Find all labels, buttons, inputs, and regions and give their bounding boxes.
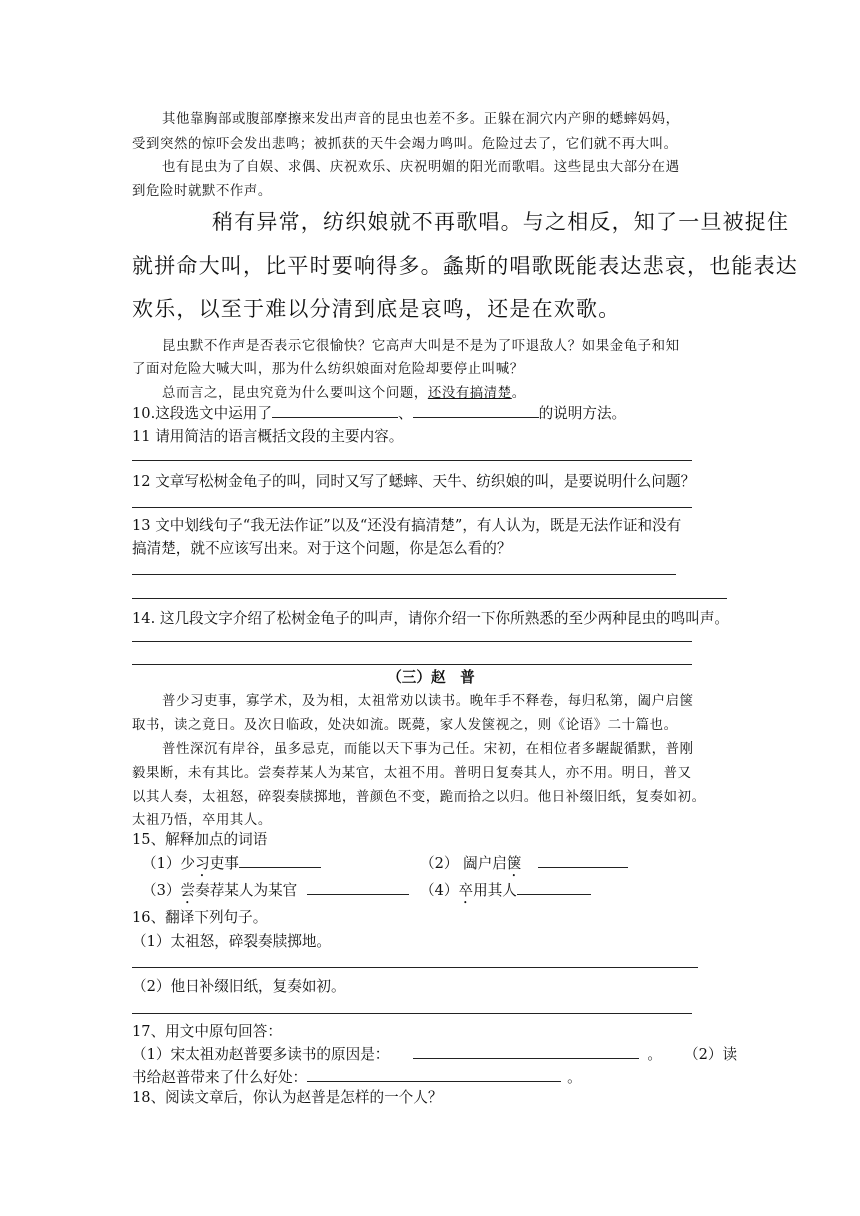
passage-paragraph-4-line-2: 了面对危险大喊大叫，那为什么纺织娘面对危险却要停止叫喊？ bbox=[132, 362, 524, 377]
question-10-text: 10.这段选文中运用了 bbox=[132, 405, 272, 422]
answer-blank-15-1[interactable] bbox=[239, 853, 321, 868]
zhaopu-paragraph-2-line-4: 太祖乃悟，卒用其人。 bbox=[132, 813, 272, 828]
question-17-b-text: 书给赵普带来了什么好处： bbox=[132, 1069, 308, 1086]
passage-conclusion-end: 。 bbox=[511, 386, 526, 401]
dotted-char-1: 习 bbox=[195, 855, 210, 872]
answer-line-11[interactable] bbox=[132, 460, 692, 461]
item-1-suffix: 吏事 bbox=[209, 855, 239, 872]
question-17-a-text: （1）宋太祖劝赵普要多读书的原因是： bbox=[132, 1046, 390, 1063]
question-16-sentence-1: （1）太祖怒，碎裂奏牍掷地。 bbox=[132, 933, 332, 950]
passage-paragraph-2-line-1: 也有昆虫为了自娱、求偶、庆祝欢乐、庆祝明媚的阳光而歌唱。这些昆虫大部分在遇 bbox=[162, 160, 680, 175]
question-16-sentence-2: （2）他日补缀旧纸，复奏如初。 bbox=[132, 978, 346, 995]
passage-conclusion-text: 总而言之，昆虫究竟为什么要叫这个问题， bbox=[162, 386, 428, 401]
answer-line-16b[interactable] bbox=[132, 1013, 692, 1014]
item-4-suffix: 用其人 bbox=[473, 882, 517, 899]
question-15-item-3 bbox=[142, 879, 422, 907]
item-2-prefix: （2） 阖户启 bbox=[420, 855, 507, 872]
passage-paragraph-2-line-2: 到危险时就默不作声。 bbox=[132, 184, 272, 199]
zhaopu-paragraph-2-line-3: 以其人奏，太祖怒，碎裂奏牍掷地，普颜色不变，跪而拾之以归。他日补缀旧纸，复奏如初。 bbox=[132, 790, 706, 805]
question-15: 15、解释加点的词语 bbox=[132, 831, 268, 848]
answer-blank-10a[interactable] bbox=[272, 403, 398, 418]
question-15-item-1 bbox=[142, 852, 382, 880]
answer-blank-15-4[interactable] bbox=[517, 880, 591, 895]
answer-blank-15-2[interactable] bbox=[538, 853, 628, 868]
zhaopu-paragraph-2-line-2: 毅果断，未有其比。尝奏荐某人为某官，太祖不用。普明日复奏其人，亦不用。明日，普又 bbox=[132, 766, 692, 781]
question-16: 16、翻译下列句子。 bbox=[132, 909, 268, 926]
question-14: 14. 这几段文字介绍了松树金龟子的叫声，请你介绍一下你所熟悉的至少两种昆虫的鸣叫声。 bbox=[132, 610, 730, 627]
answer-line-14a[interactable] bbox=[132, 641, 692, 642]
dotted-char-3: 尝 bbox=[180, 882, 196, 899]
passage-large-line-1: 稍有异常，纺织娘就不再歌唱。与之相反，知了一旦被捉住 bbox=[212, 210, 790, 234]
answer-line-13a[interactable] bbox=[132, 574, 676, 575]
dotted-char-2: 箧 bbox=[506, 855, 522, 872]
answer-blank-10b[interactable] bbox=[413, 403, 539, 418]
question-15-item-2 bbox=[420, 852, 660, 880]
section-title: （三）赵 普 bbox=[387, 669, 475, 686]
question-10-sep: 、 bbox=[397, 405, 413, 422]
zhaopu-paragraph-2-line-1: 普性深沉有岸谷，虽多忌克，而能以天下事为己任。宋初，在相位者多龌龊循默，普刚 bbox=[162, 742, 694, 757]
question-18: 18、阅读文章后，你认为赵普是怎样的一个人？ bbox=[132, 1089, 443, 1106]
answer-line-14b[interactable] bbox=[132, 664, 692, 665]
underlined-phrase: 还没有搞清楚 bbox=[427, 386, 512, 401]
item-1-prefix: （1）少 bbox=[142, 855, 196, 872]
passage-paragraph-4-line-1: 昆虫默不作声是否表示它很愉快？它高声大叫是不是为了吓退敌人？如果金龟子和知 bbox=[162, 339, 680, 354]
answer-blank-15-3[interactable] bbox=[307, 880, 409, 895]
item-3-prefix: （3） bbox=[142, 882, 181, 899]
question-17-b-end: 。 bbox=[567, 1069, 582, 1086]
passage-paragraph-1-line-1: 其他靠胸部或腹部摩擦来发出声音的昆虫也差不多。正躲在洞穴内产卵的蟋蟀妈妈， bbox=[162, 112, 680, 127]
zhaopu-paragraph-1-line-1: 普少习吏事，寡学术，及为相，太祖常劝以读书。晚年手不释卷，每归私第，阖户启箧 bbox=[162, 694, 694, 709]
question-15-item-4 bbox=[420, 879, 660, 907]
answer-blank-17-2[interactable] bbox=[307, 1067, 561, 1082]
question-17: 17、用文中原句回答： bbox=[132, 1023, 282, 1040]
passage-paragraph-1-line-2: 受到突然的惊吓会发出悲鸣；被抓获的天牛会竭力鸣叫。危险过去了，它们就不再大叫。 bbox=[132, 137, 678, 152]
item-4-prefix: （4） bbox=[420, 882, 459, 899]
zhaopu-paragraph-1-line-2: 取书，读之竟日。及次日临政，处决如流。既薨，家人发箧视之，则《论语》二十篇也。 bbox=[132, 718, 678, 733]
item-3-suffix: 奏荐某人为某官 bbox=[195, 882, 298, 899]
dotted-char-4: 卒 bbox=[458, 882, 474, 899]
question-12: 12 文章写松树金龟子的叫，同时又写了蟋蟀、天牛、纺织娘的叫，是要说明什么问题？ bbox=[132, 473, 696, 490]
answer-line-13b[interactable] bbox=[132, 598, 727, 599]
answer-blank-17-1[interactable] bbox=[413, 1044, 639, 1059]
question-10 bbox=[132, 402, 730, 423]
answer-line-12[interactable] bbox=[132, 507, 692, 508]
question-17-b-start: （2）读 bbox=[684, 1046, 738, 1063]
passage-large-line-3: 欢乐，以至于难以分清到底是哀鸣，还是在欢歌。 bbox=[132, 297, 621, 321]
passage-paragraph-5 bbox=[132, 382, 730, 401]
passage-large-line-2: 就拼命大叫，比平时要响得多。螽斯的唱歌既能表达悲哀，也能表达 bbox=[132, 254, 798, 278]
question-11: 11 请用简洁的语言概括文段的主要内容。 bbox=[132, 428, 404, 445]
question-17-a-end: 。 bbox=[647, 1046, 662, 1063]
question-17-line-1 bbox=[132, 1043, 738, 1064]
question-13-line-2: 搞清楚，就不应该写出来。对于这个问题，你是怎么看的？ bbox=[132, 540, 512, 557]
question-10-end: 的说明方法。 bbox=[538, 405, 627, 422]
question-13-line-1: 13 文中划线句子“我无法作证”以及“还没有搞清楚”，有人认为，既是无法作证和没有 bbox=[132, 517, 682, 534]
answer-line-16a[interactable] bbox=[132, 967, 698, 968]
question-17-line-2 bbox=[132, 1066, 730, 1087]
